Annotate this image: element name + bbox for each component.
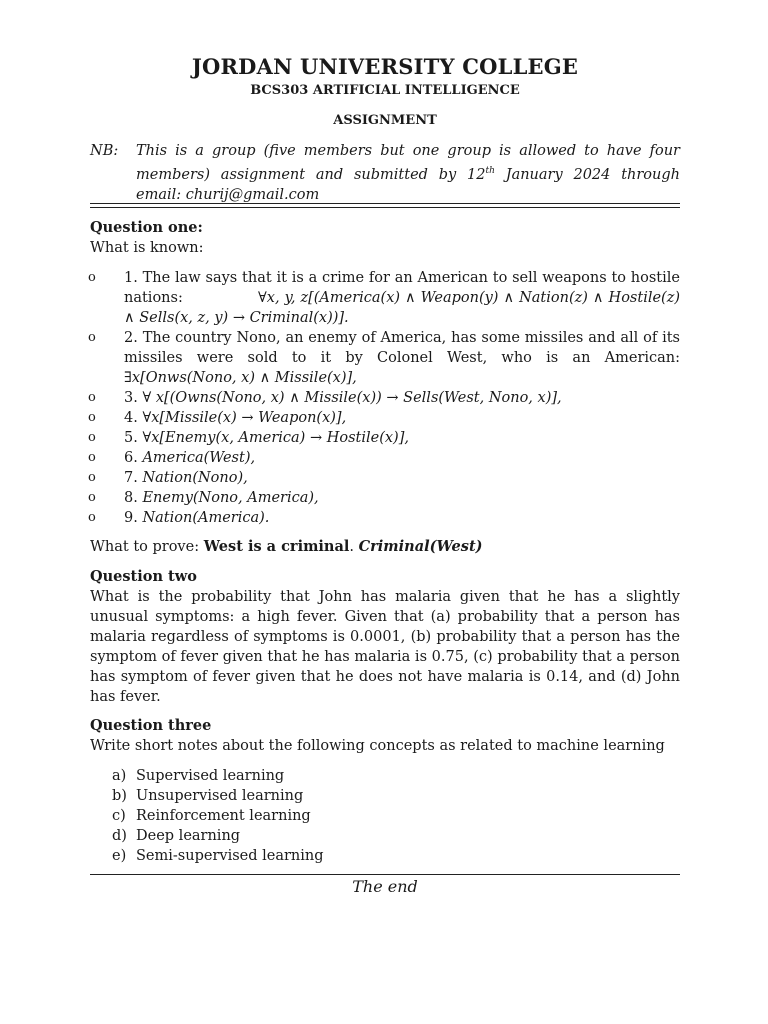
what-to-prove: What to prove: West is a criminal. Criminal(West) — [90, 538, 483, 555]
question-three-heading: Question three — [90, 717, 212, 734]
bullet-icon: o — [88, 390, 96, 405]
item-marker: d) — [112, 828, 127, 844]
prove-statement: West is a criminal — [203, 538, 350, 555]
item-marker: a) — [112, 768, 127, 784]
fact-formula: Nation(Nono), — [142, 470, 248, 486]
item-text: Reinforcement learning — [136, 808, 311, 824]
bullet-icon: o — [88, 430, 96, 445]
fact-text: 4. — [124, 410, 138, 426]
question-two-text: What is the probability that John has malaria given that he has a slightly unusual symptoms: a high fever. Given that (a) probability that a person has malaria regardless of symptoms is 0.0001, (b) probability that a person has the symptom of fever given that he has malaria is 0.75, (c) probability that a person has symptom of fever given that he does not have malaria is 0.14, and (d) John has fever. — [90, 589, 680, 705]
bullet-icon: o — [88, 490, 96, 505]
footer-rule — [90, 874, 680, 875]
fact-formula: ∃x[Onws(Nono, x) ∧ Missile(x)], — [124, 370, 357, 386]
fact-formula: ∀x, y, z[(America(x) ∧ Weapon(y) ∧ Nation(z) ∧ Hostile(z) ∧ Sells(x, z, y) → Criminal(x))]. — [124, 290, 681, 326]
item-marker: e) — [112, 848, 127, 864]
bullet-icon: o — [88, 450, 96, 465]
fact-text: 1. The law says that it is a crime for an American to sell weapons to hostile nations: — [124, 270, 680, 306]
fact-text: 3. — [124, 390, 138, 406]
fact-formula: ∀ x[(Owns(Nono, x) ∧ Missile(x)) → Sells(West, Nono, x)], — [142, 390, 562, 406]
item-text: Unsupervised learning — [136, 788, 304, 804]
question-two-heading: Question two — [90, 568, 197, 585]
list-item — [112, 786, 612, 806]
nb-text-part2: January 2024 through email: churij@gmail.com — [136, 166, 680, 203]
nb-label: NB: — [90, 143, 119, 159]
nb-text-part1: This is a group (five members but one group is allowed to have four members) assignment and submitted by 12 — [136, 143, 680, 183]
item-marker: b) — [112, 788, 127, 804]
bullet-icon: o — [88, 270, 96, 285]
bullet-icon: o — [88, 510, 96, 525]
list-item — [90, 408, 680, 428]
item-text: Deep learning — [136, 828, 241, 844]
list-item — [112, 766, 612, 786]
nb-text — [136, 141, 680, 205]
list-item — [90, 268, 680, 328]
bullet-icon: o — [88, 470, 96, 485]
item-text: Semi-supervised learning — [136, 848, 324, 864]
fact-formula: Nation(America). — [142, 510, 270, 526]
list-item — [90, 448, 680, 468]
fact-text: 9. — [124, 510, 138, 526]
fact-formula: America(West), — [142, 450, 256, 466]
bullet-icon: o — [88, 330, 96, 345]
fact-formula: ∀x[Missile(x) → Weapon(x)], — [142, 410, 347, 426]
fact-text: 2. The country Nono, an enemy of America, has some missiles and all of its missiles were sold to it by Colonel West, who is an American: — [124, 330, 680, 366]
known-facts-list — [90, 268, 680, 528]
double-rule-top — [90, 203, 680, 204]
list-item — [90, 508, 680, 528]
nb-superscript: th — [485, 166, 495, 176]
question-one-intro: What is known: — [90, 240, 204, 256]
institution-title: JORDAN UNIVERSITY COLLEGE — [191, 54, 579, 79]
prove-formula: Criminal(West) — [358, 538, 483, 555]
list-item — [90, 488, 680, 508]
the-end-label: The end — [352, 877, 418, 896]
bullet-icon: o — [88, 410, 96, 425]
question-three-intro: Write short notes about the following concepts as related to machine learning — [90, 738, 665, 754]
prove-label: What to prove: — [90, 539, 200, 555]
fact-formula: Enemy(Nono, America), — [142, 490, 319, 506]
fact-text: 7. — [124, 470, 138, 486]
list-item — [90, 428, 680, 448]
list-item — [112, 846, 612, 866]
list-item — [90, 468, 680, 488]
list-item — [112, 826, 612, 846]
course-title: BCS303 ARTIFICIAL INTELLIGENCE — [250, 83, 520, 98]
fact-text: 8. — [124, 490, 138, 506]
concepts-list — [112, 766, 612, 866]
fact-formula: ∀x[Enemy(x, America) → Hostile(x)], — [142, 430, 409, 446]
item-text: Supervised learning — [136, 768, 285, 784]
fact-text: 6. — [124, 450, 138, 466]
list-item — [90, 328, 680, 388]
list-item — [90, 388, 680, 408]
question-one-heading: Question one: — [90, 219, 203, 236]
list-item — [112, 806, 612, 826]
double-rule-bottom — [90, 207, 680, 208]
fact-text: 5. — [124, 430, 138, 446]
assignment-label: ASSIGNMENT — [333, 113, 437, 128]
item-marker: c) — [112, 808, 126, 824]
